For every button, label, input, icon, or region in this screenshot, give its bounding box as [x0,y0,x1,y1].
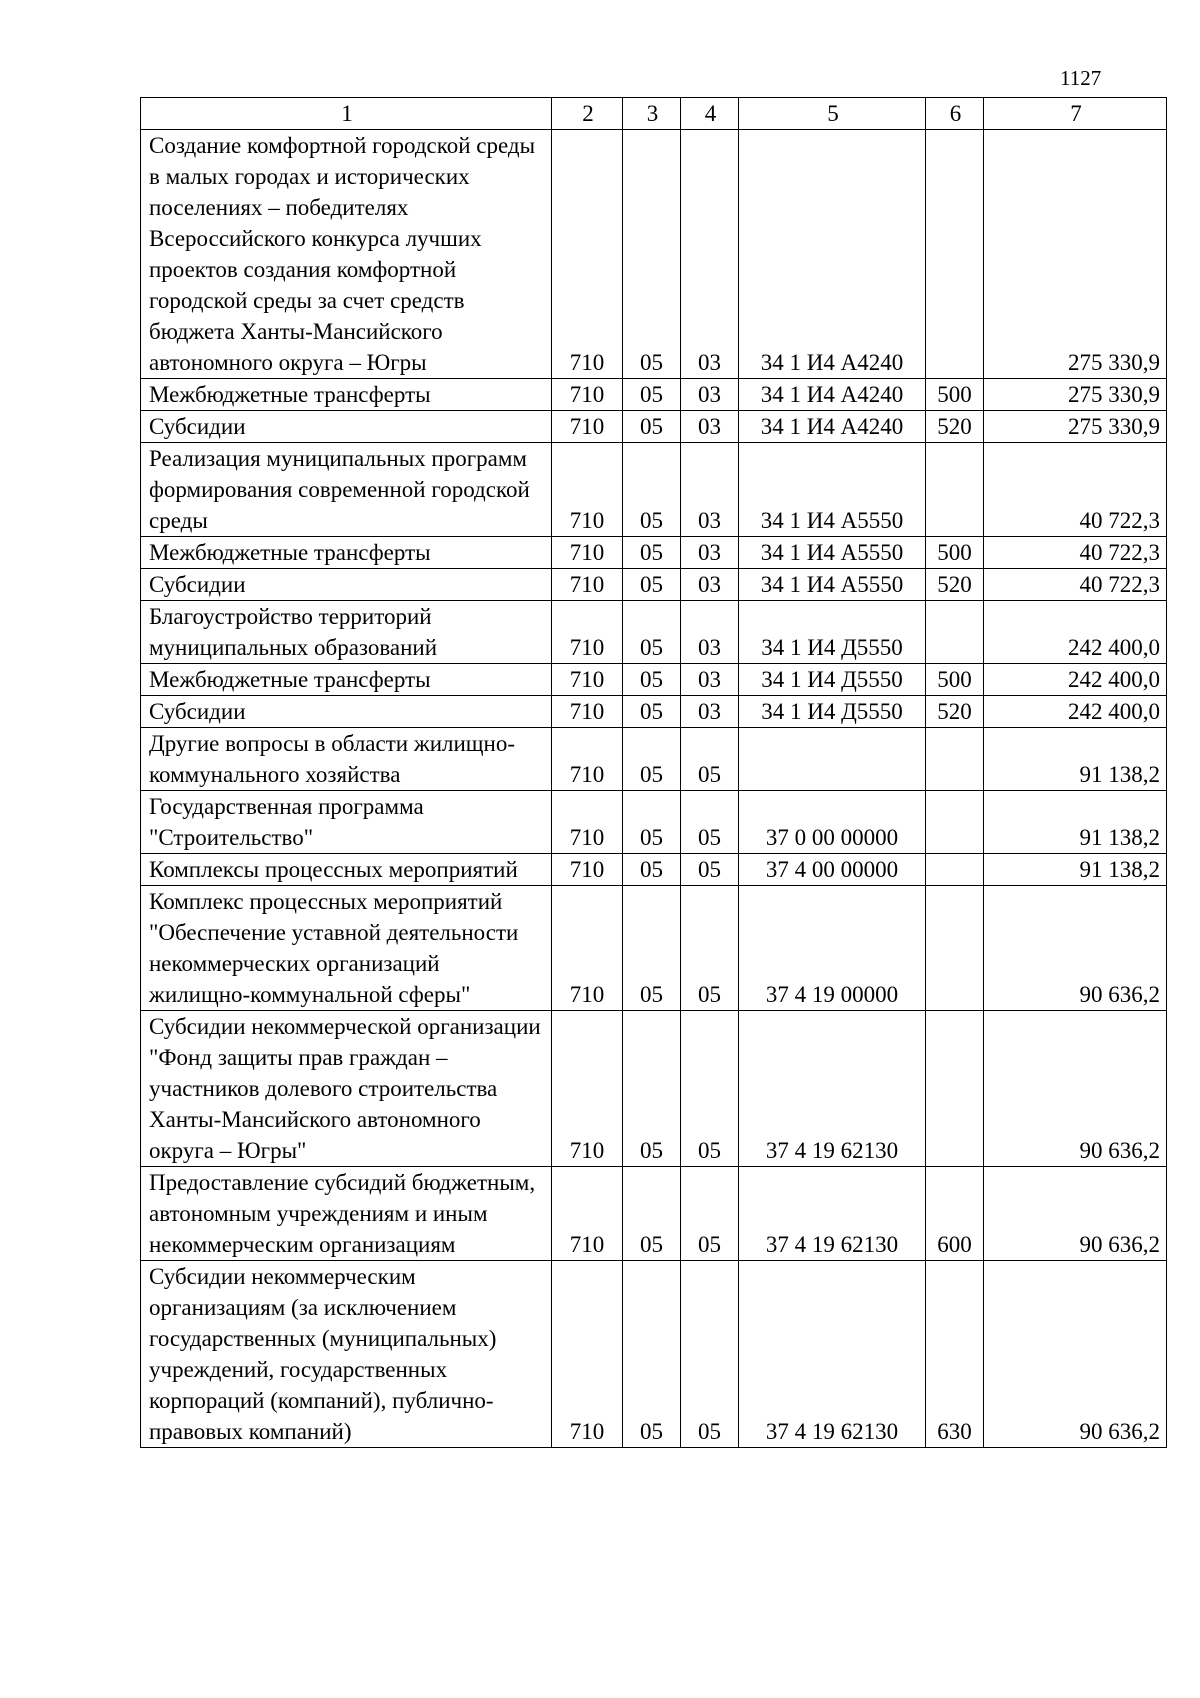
column-header: 3 [623,98,681,130]
expense-type-cell [926,443,984,537]
row-name-cell: Межбюджетные трансферты [141,537,552,569]
row-name-cell: Создание комфортной городской среды в малых городах и исторических поселениях – победителях Всероссийского конкурса лучших проектов создания комфортной городской среды за счет средств бюджета Ханты-Мансийского автономного округа – Югры [141,130,552,379]
section-code-cell: 05 [623,1261,681,1448]
row-name-cell: Комплекс процессных мероприятий "Обеспечение уставной деятельности некоммерческих организаций жилищно-коммунальной сферы" [141,886,552,1011]
subsection-code-cell: 03 [681,443,739,537]
subsection-code-cell: 05 [681,791,739,854]
row-name-cell: Субсидии [141,411,552,443]
amount-cell: 275 330,9 [984,411,1167,443]
amount-cell: 90 636,2 [984,1261,1167,1448]
amount-cell: 91 138,2 [984,728,1167,791]
expense-type-cell [926,728,984,791]
column-header: 2 [552,98,623,130]
table-row [141,569,1167,601]
amount-cell: 91 138,2 [984,791,1167,854]
row-name-cell: Предоставление субсидий бюджетным, автономным учреждениям и иным некоммерческим организациям [141,1167,552,1261]
ministry-code-cell: 710 [552,1261,623,1448]
section-code-cell: 05 [623,886,681,1011]
expense-type-cell: 520 [926,696,984,728]
ministry-code-cell: 710 [552,728,623,791]
section-code-cell: 05 [623,791,681,854]
section-code-cell: 05 [623,1167,681,1261]
target-article-cell: 37 4 00 00000 [739,854,926,886]
table-row [141,696,1167,728]
table-row [141,664,1167,696]
amount-cell: 242 400,0 [984,696,1167,728]
expense-type-cell: 500 [926,537,984,569]
table-row [141,854,1167,886]
column-header: 7 [984,98,1167,130]
target-article-cell: 34 1 И4 Д5550 [739,664,926,696]
ministry-code-cell: 710 [552,601,623,664]
table-row [141,791,1167,854]
subsection-code-cell: 03 [681,537,739,569]
ministry-code-cell: 710 [552,854,623,886]
row-name-cell: Государственная программа "Строительство" [141,791,552,854]
row-name-cell: Благоустройство территорий муниципальных образований [141,601,552,664]
ministry-code-cell: 710 [552,886,623,1011]
ministry-code-cell: 710 [552,569,623,601]
subsection-code-cell: 03 [681,601,739,664]
target-article-cell: 37 4 19 00000 [739,886,926,1011]
ministry-code-cell: 710 [552,537,623,569]
target-article-cell: 34 1 И4 А4240 [739,130,926,379]
section-code-cell: 05 [623,1011,681,1167]
section-code-cell: 05 [623,130,681,379]
target-article-cell: 34 1 И4 А5550 [739,537,926,569]
row-name-cell: Субсидии некоммерческой организации "Фонд защиты прав граждан – участников долевого строительства Ханты-Мансийского автономного округа – Югры" [141,1011,552,1167]
amount-cell: 242 400,0 [984,664,1167,696]
amount-cell: 90 636,2 [984,1167,1167,1261]
table-row [141,443,1167,537]
target-article-cell: 34 1 И4 А4240 [739,411,926,443]
section-code-cell: 05 [623,569,681,601]
ministry-code-cell: 710 [552,696,623,728]
expense-type-cell [926,791,984,854]
amount-cell: 40 722,3 [984,569,1167,601]
amount-cell: 91 138,2 [984,854,1167,886]
ministry-code-cell: 710 [552,411,623,443]
table-row [141,728,1167,791]
page-number: 1127 [1060,66,1102,90]
section-code-cell: 05 [623,696,681,728]
expense-type-cell [926,601,984,664]
table-header-row [141,98,1167,130]
subsection-code-cell: 05 [681,728,739,791]
amount-cell: 40 722,3 [984,537,1167,569]
subsection-code-cell: 03 [681,696,739,728]
row-name-cell: Субсидии [141,696,552,728]
section-code-cell: 05 [623,537,681,569]
section-code-cell: 05 [623,664,681,696]
subsection-code-cell: 03 [681,379,739,411]
amount-cell: 90 636,2 [984,1011,1167,1167]
subsection-code-cell: 03 [681,664,739,696]
ministry-code-cell: 710 [552,1167,623,1261]
table-row [141,1011,1167,1167]
ministry-code-cell: 710 [552,443,623,537]
row-name-cell: Субсидии некоммерческим организациям (за исключением государственных (муниципальных) учреждений, государственных корпораций (компаний), публично-правовых компаний) [141,1261,552,1448]
section-code-cell: 05 [623,854,681,886]
amount-cell: 40 722,3 [984,443,1167,537]
subsection-code-cell: 05 [681,1167,739,1261]
target-article-cell: 37 4 19 62130 [739,1011,926,1167]
budget-table [140,97,1167,1448]
amount-cell: 275 330,9 [984,379,1167,411]
target-article-cell: 34 1 И4 Д5550 [739,601,926,664]
target-article-cell [739,728,926,791]
amount-cell: 242 400,0 [984,601,1167,664]
section-code-cell: 05 [623,379,681,411]
table-row [141,1261,1167,1448]
table-row [141,411,1167,443]
table-row [141,379,1167,411]
ministry-code-cell: 710 [552,1011,623,1167]
amount-cell: 275 330,9 [984,130,1167,379]
subsection-code-cell: 05 [681,886,739,1011]
ministry-code-cell: 710 [552,664,623,696]
row-name-cell: Комплексы процессных мероприятий [141,854,552,886]
expense-type-cell: 500 [926,664,984,696]
target-article-cell: 34 1 И4 Д5550 [739,696,926,728]
expense-type-cell: 630 [926,1261,984,1448]
row-name-cell: Межбюджетные трансферты [141,664,552,696]
row-name-cell: Реализация муниципальных программ формирования современной городской среды [141,443,552,537]
ministry-code-cell: 710 [552,130,623,379]
target-article-cell: 34 1 И4 А5550 [739,443,926,537]
table-row [141,537,1167,569]
section-code-cell: 05 [623,411,681,443]
row-name-cell: Другие вопросы в области жилищно-коммунального хозяйства [141,728,552,791]
expense-type-cell: 500 [926,379,984,411]
table-row [141,601,1167,664]
expense-type-cell: 520 [926,411,984,443]
subsection-code-cell: 05 [681,1011,739,1167]
table-row [141,886,1167,1011]
ministry-code-cell: 710 [552,379,623,411]
section-code-cell: 05 [623,443,681,537]
expense-type-cell [926,854,984,886]
target-article-cell: 37 4 19 62130 [739,1167,926,1261]
column-header: 5 [739,98,926,130]
target-article-cell: 34 1 И4 А4240 [739,379,926,411]
row-name-cell: Межбюджетные трансферты [141,379,552,411]
amount-cell: 90 636,2 [984,886,1167,1011]
subsection-code-cell: 03 [681,569,739,601]
section-code-cell: 05 [623,728,681,791]
column-header: 4 [681,98,739,130]
column-header: 6 [926,98,984,130]
expense-type-cell [926,130,984,379]
target-article-cell: 37 4 19 62130 [739,1261,926,1448]
row-name-cell: Субсидии [141,569,552,601]
subsection-code-cell: 03 [681,130,739,379]
column-header: 1 [141,98,552,130]
expense-type-cell: 600 [926,1167,984,1261]
target-article-cell: 34 1 И4 А5550 [739,569,926,601]
subsection-code-cell: 05 [681,1261,739,1448]
subsection-code-cell: 03 [681,411,739,443]
expense-type-cell: 520 [926,569,984,601]
expense-type-cell [926,886,984,1011]
target-article-cell: 37 0 00 00000 [739,791,926,854]
table-row [141,1167,1167,1261]
expense-type-cell [926,1011,984,1167]
section-code-cell: 05 [623,601,681,664]
subsection-code-cell: 05 [681,854,739,886]
table-row [141,130,1167,379]
ministry-code-cell: 710 [552,791,623,854]
